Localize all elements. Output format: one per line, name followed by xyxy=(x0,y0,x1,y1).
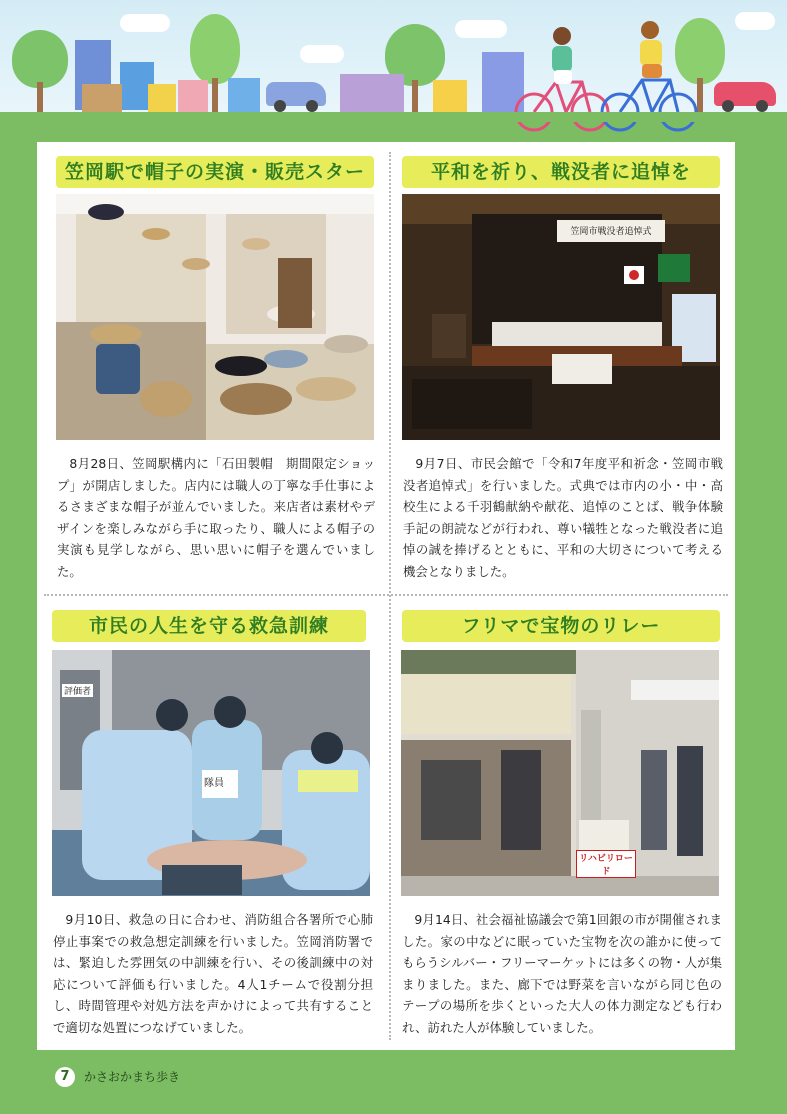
building-illustration xyxy=(228,78,260,112)
flea-market-photo xyxy=(401,650,719,896)
house-illustration xyxy=(340,74,404,112)
article-body: 9月10日、救急の日に合わせ、消防組合各署所で心肺停止事案での救急想定訓練を行いました。笠岡消防署では、緊迫した雰囲気の中訓練を行い、その後訓練中の対応について評価も行いました。4人1チームで役割分担し、時間管理や対処方法を声かけによって共有することで適切な処置につなげていました。 xyxy=(53,912,373,1035)
article-headline: 平和を祈り、戦没者に追悼を xyxy=(402,156,720,188)
header-ground xyxy=(0,112,787,122)
publication-name: かさおかまち歩き xyxy=(84,1070,181,1084)
house-illustration xyxy=(148,84,176,112)
row-divider xyxy=(44,594,728,596)
column-divider xyxy=(389,152,391,1040)
house-illustration xyxy=(178,80,208,112)
emergency-drill-photo xyxy=(52,650,370,896)
crew-member-tag-text: 隊員 xyxy=(204,778,224,789)
wheel xyxy=(756,100,768,112)
wheel xyxy=(722,100,734,112)
article-headline: 市民の人生を守る救急訓練 xyxy=(52,610,366,642)
cloud xyxy=(300,45,344,63)
rehab-road-sign-text: リハビリロード xyxy=(576,850,636,878)
wheel xyxy=(274,100,286,112)
wheel xyxy=(306,100,318,112)
hat-shop-photo xyxy=(56,194,374,440)
cloud xyxy=(120,14,170,32)
article-body: 9月7日、市民会館で「令和7年度平和祈念・笠岡市戦没者追悼式」を行いました。式典では市内の小・中・高校生による千羽鶴献納や献花、追悼のことば、戦争体験手記の朗読などが行われ、尊い犠牲となった戦没者に追悼の誠を捧げるとともに、平和の大切さについて考える機会となりました。 xyxy=(403,456,723,579)
page-number: 7 xyxy=(55,1067,75,1087)
cloud xyxy=(455,20,507,38)
tree-illustration xyxy=(12,30,68,115)
article-body: 8月28日、笠岡駅構内に「石田製帽 期間限定ショップ」が開店しました。店内には職人の丁寧な手仕事によるさまざまな帽子が並んでいました。来店者は素材やデザインを楽しみながら手に取ったり、職人による帽子の実演も見学しながら、思い思いに帽子を選んでいました。 xyxy=(57,456,375,579)
header-illustration xyxy=(0,0,787,120)
house-illustration xyxy=(433,80,467,112)
ceremony-banner-text: 笠岡市戦没者追悼式 xyxy=(570,227,652,237)
cloud xyxy=(735,12,775,30)
article-headline: フリマで宝物のリレー xyxy=(402,610,720,642)
memorial-ceremony-photo xyxy=(402,194,720,440)
article-headline: 笠岡駅で帽子の実演・販売スター xyxy=(56,156,374,188)
house-illustration xyxy=(82,84,122,112)
evaluator-armband-text: 評価者 xyxy=(62,684,93,697)
article-body: 9月14日、社会福祉協議会で第1回銀の市が開催されました。家の中などに眠っていた宝物を次の誰かに使ってもらうシルバー・フリーマーケットには多くの物・人が集まりました。また、廊下では野菜を言いながら同じ色のテープの場所を歩くといった大人の体力測定なども行われ、訪れた人が体験していました。 xyxy=(402,912,722,1035)
